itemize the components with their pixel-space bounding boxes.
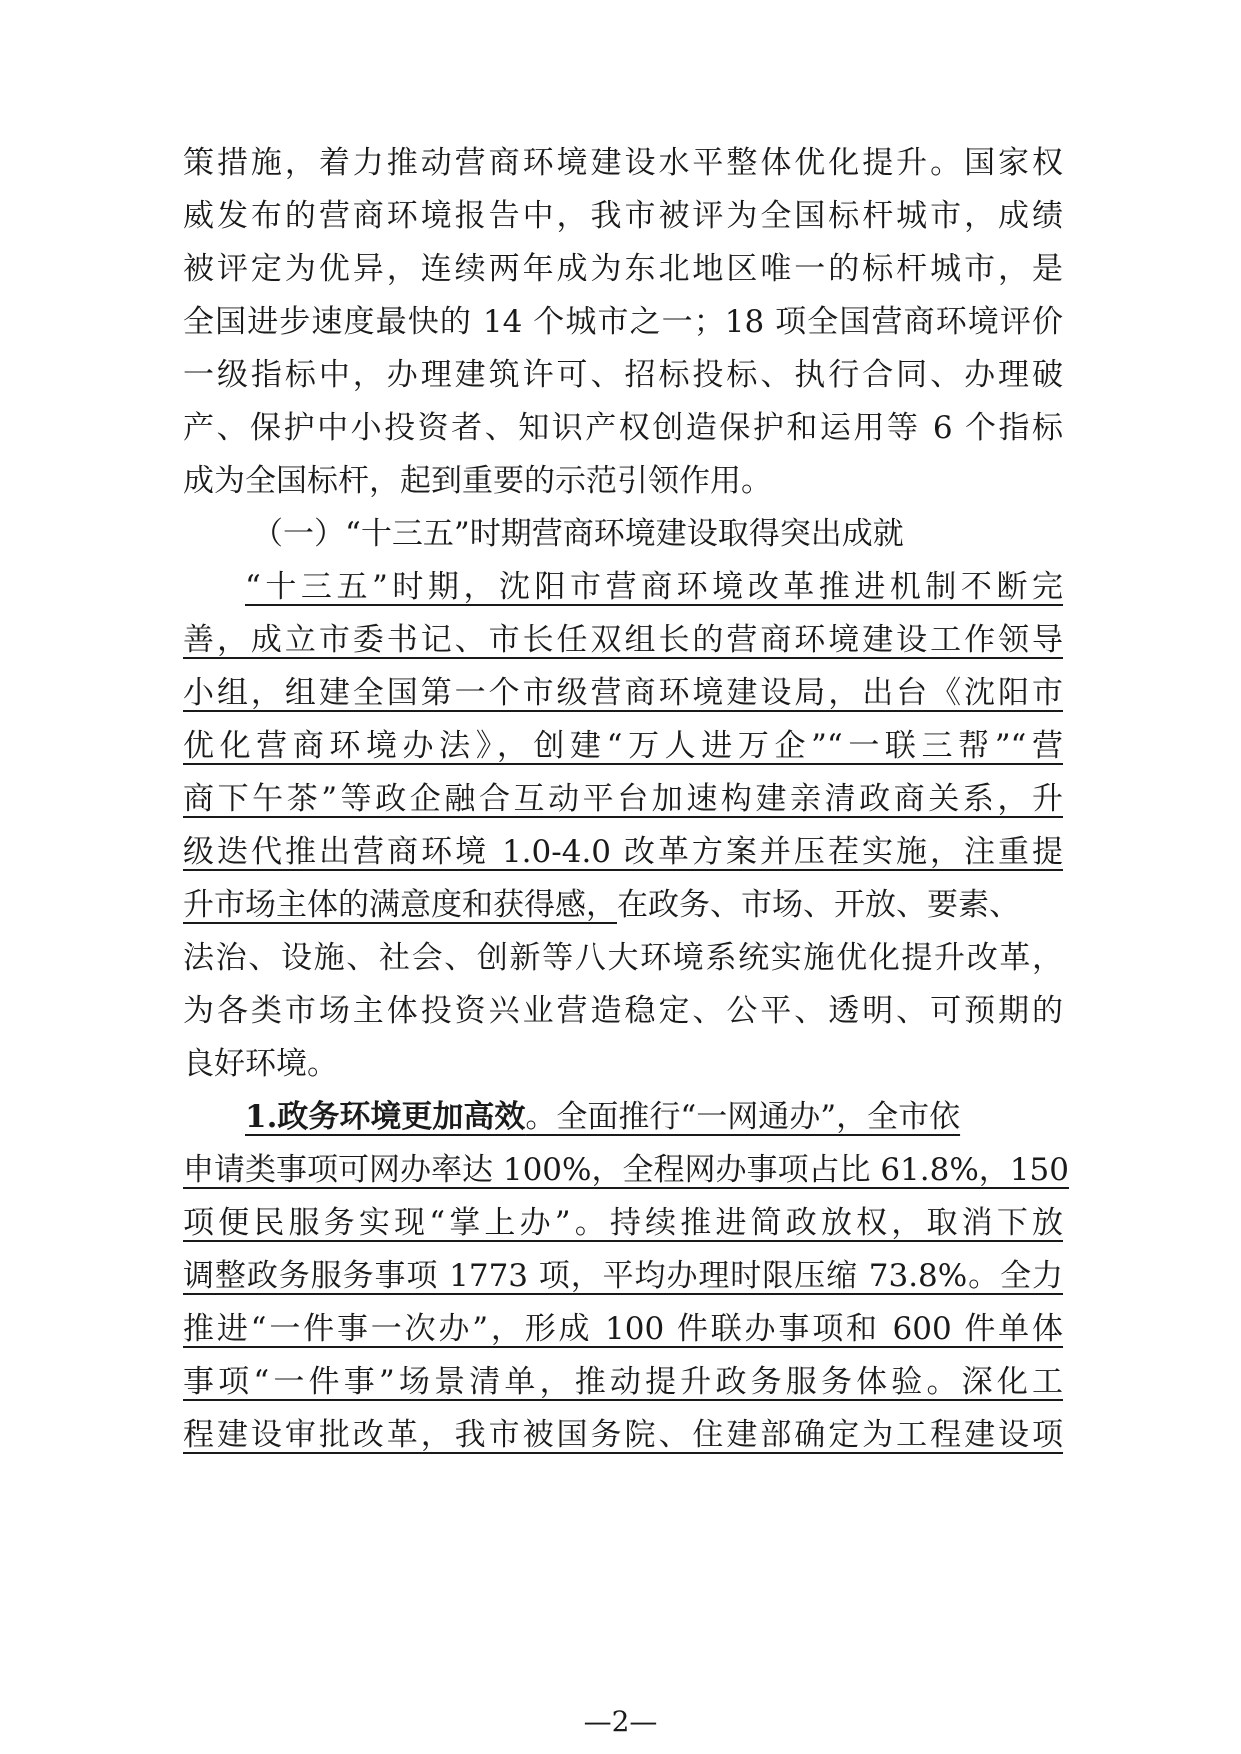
- intro-line-5: 一级指标中，办理建筑许可、招标投标、执行合同、办理破: [183, 357, 1063, 393]
- intro-line-2: 威发布的营商环境报告中，我市被评为全国标杆城市，成绩: [183, 198, 1063, 234]
- section-heading: （一）“十三五”时期营商环境建设取得突出成就: [252, 516, 904, 552]
- section-line-9: 为各类市场主体投资兴业营造稳定、公平、透明、可预期的: [183, 993, 1063, 1029]
- intro-line-3: 被评定为优异，连续两年成为东北地区唯一的标杆城市，是: [183, 251, 1063, 287]
- section-line-4-text: 优化营商环境办法》，创建“万人进万企”“一联三帮”“营: [183, 728, 1063, 764]
- item1-line-4: [183, 1256, 1063, 1296]
- intro-line-6: 产、保护中小投资者、知识产权创造保护和运用等 6 个指标: [183, 410, 1063, 446]
- section-line-8: 法治、设施、社会、创新等八大环境系统实施优化提升改革，: [183, 940, 1063, 976]
- item1-line-7: [183, 1415, 1063, 1455]
- item1-line-5-text: 推进“一件事一次办”，形成 100 件联办事项和 600 件单体: [183, 1311, 1063, 1347]
- intro-line-4: 全国进步速度最快的 14 个城市之一；18 项全国营商环境评价: [183, 304, 1063, 340]
- item1-line-1: [245, 1097, 1063, 1137]
- section-line-7: [183, 885, 1063, 925]
- item1-line-3-text: 项便民服务实现“掌上办”。持续推进简政放权，取消下放: [183, 1205, 1063, 1241]
- item1-first-tail: 。全面推行“一网通办”，全市依: [525, 1099, 961, 1135]
- section-line-1-text: “十三五”时期，沈阳市营商环境改革推进机制不断完: [245, 569, 1063, 605]
- item1-line-4-text: 调整政务服务事项 1773 项，平均办理时限压缩 73.8%。全力: [183, 1258, 1063, 1294]
- item1-line-7-text: 程建设审批改革，我市被国务院、住建部确定为工程建设项: [183, 1417, 1063, 1453]
- intro-line-1: 策措施，着力推动营商环境建设水平整体优化提升。国家权: [183, 145, 1063, 181]
- section-line-6-text: 级迭代推出营商环境 1.0-4.0 改革方案并压茬实施，注重提: [183, 834, 1063, 870]
- item1-line-2: [183, 1150, 1069, 1190]
- item1-line-5: [183, 1309, 1063, 1349]
- section-line-3: [183, 673, 1063, 713]
- page-number: —2—: [583, 1705, 658, 1738]
- section-line-2-text: 善，成立市委书记、市长任双组长的营商环境建设工作领导: [183, 622, 1063, 658]
- section-line-3-text: 小组，组建全国第一个市级营商环境建设局，出台《沈阳市: [183, 675, 1063, 711]
- intro-line-7: 成为全国标杆，起到重要的示范引领作用。: [183, 463, 772, 499]
- item1-line-6: [183, 1362, 1063, 1402]
- item1-line-6-text: 事项“一件事”场景清单，推动提升政务服务体验。深化工: [183, 1364, 1063, 1400]
- section-line-5-text: 商下午茶”等政企融合互动平台加速构建亲清政商关系，升: [183, 781, 1063, 817]
- item1-line-2-text: 申请类事项可网办率达 100%，全程网办事项占比 61.8%，150: [183, 1152, 1069, 1188]
- section-line-6: [183, 832, 1063, 872]
- section-line-4: [183, 726, 1063, 766]
- item1-title: 1.政务环境更加高效: [245, 1099, 526, 1135]
- section-line-7-underlined: 升市场主体的满意度和获得感，: [183, 887, 617, 923]
- section-line-7-tail: 在政务、市场、开放、要素、: [617, 887, 1020, 923]
- section-line-1: [245, 567, 1063, 607]
- section-line-10: 良好环境。: [183, 1046, 338, 1082]
- section-line-2: [183, 620, 1063, 660]
- item1-line-3: [183, 1203, 1063, 1243]
- section-line-5: [183, 779, 1063, 819]
